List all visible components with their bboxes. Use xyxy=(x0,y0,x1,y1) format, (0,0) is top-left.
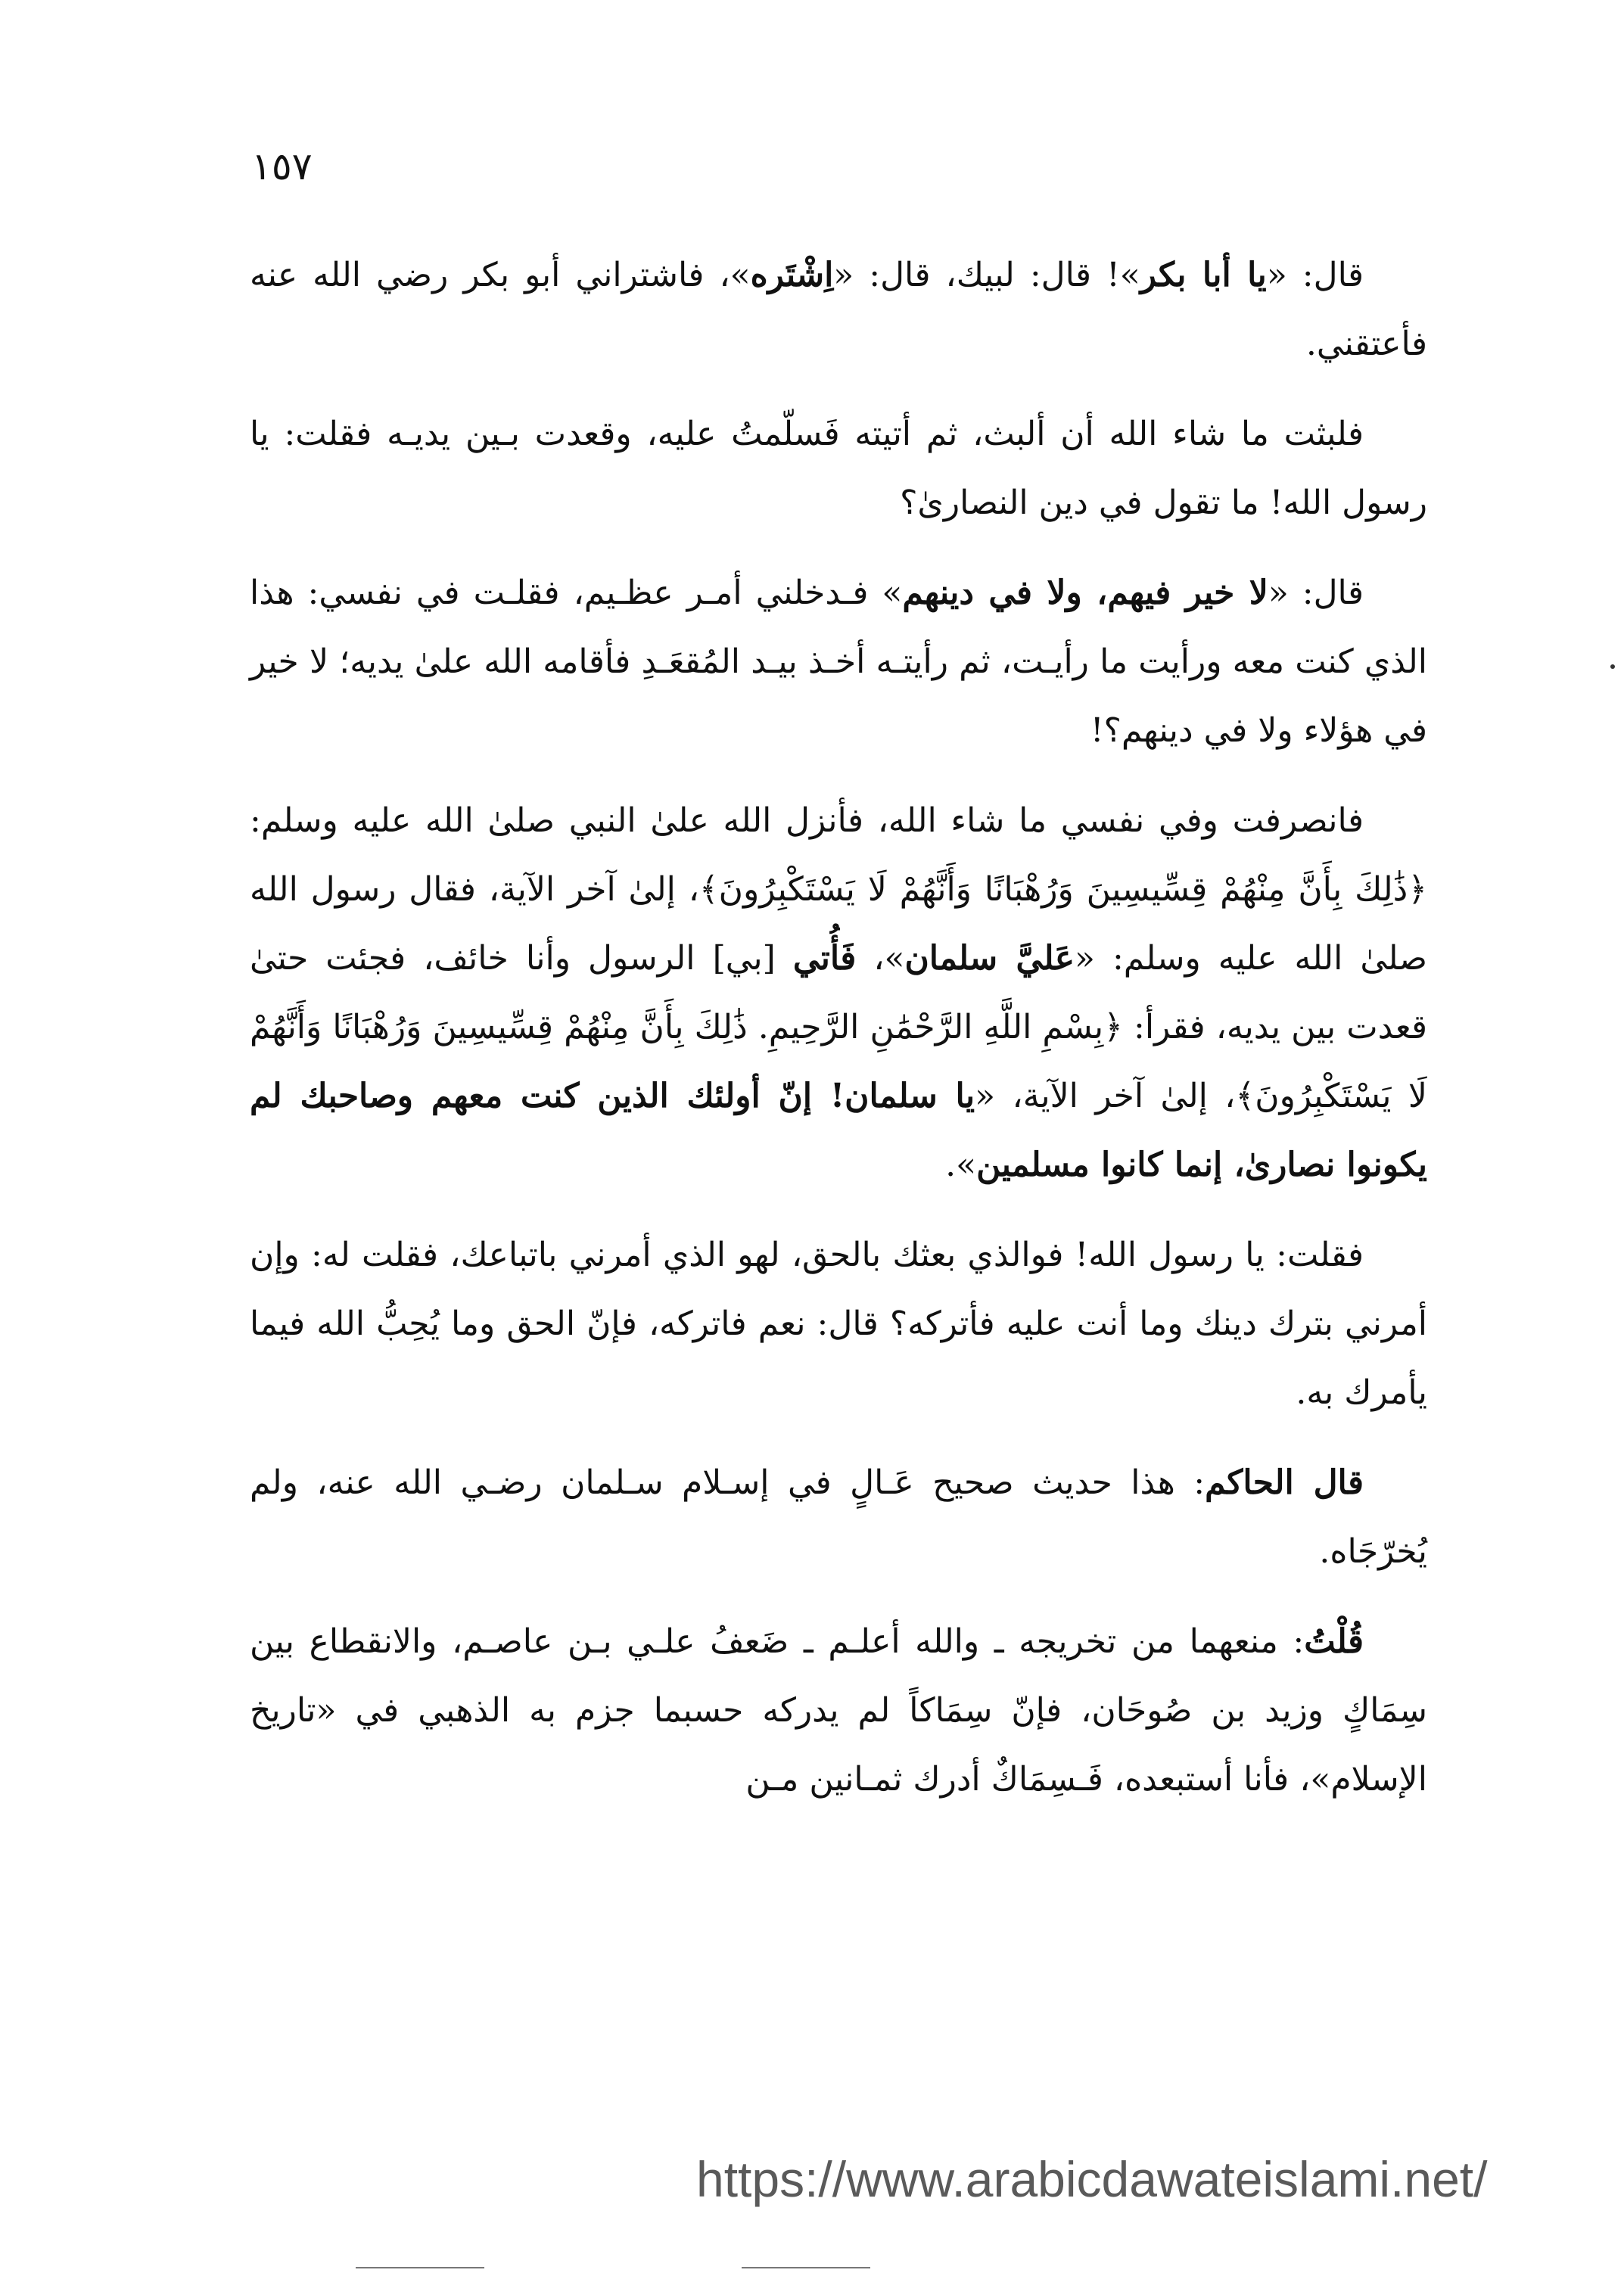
page-body xyxy=(250,241,1427,1835)
bold-text-segment: فَأُتي xyxy=(792,939,857,978)
bold-text-segment: يا سلمان! إنّ أولئك الذين كنت معهم وصاحبك لم يكونوا نصارىٰ، إنما كانوا مسلمين xyxy=(250,1077,1427,1184)
paragraph xyxy=(250,786,1427,1199)
bold-text-segment: اِشْتَره xyxy=(750,256,834,294)
text-segment: [بي] الرسول وأنا خائف، فجئت حتىٰ قعدت بين يديه، فقرأ: ﴿بِسْمِ اللَّهِ الرَّحْمَٰنِ الرَّحِيمِ. ذَٰلِكَ بِأَنَّ مِنْهُمْ قِسِّيسِينَ وَرُهْبَانًا وَأَنَّهُمْ لَا يَسْتَكْبِرُونَ﴾، إلىٰ آخر الآية، « xyxy=(250,939,1428,1115)
text-segment: »! قال: لبيك، قال: « xyxy=(833,256,1140,294)
bottom-rule-right xyxy=(742,2267,870,2268)
text-segment: : هذا حديث صحيح عَـالٍ في إسـلام سـلمان رضـي الله عنه، ولم يُخرّجَاه. xyxy=(250,1463,1427,1571)
paragraph xyxy=(250,400,1427,537)
bold-text-segment: لا خير فيهم، ولا في دينهم xyxy=(902,574,1268,612)
page-number: ١٥٧ xyxy=(251,145,313,188)
bottom-rule-left xyxy=(356,2267,484,2268)
scan-mark xyxy=(1610,664,1615,669)
bold-text-segment: يا أبا بكر xyxy=(1140,256,1267,294)
paragraph xyxy=(250,1220,1427,1427)
text-segment: » فـدخلني أمـر عظـيم، فقلـت في نفسي: هذا الذي كنت معه ورأيت ما رأيـت، ثم رأيتـه أخـذ بيـد المُقعَـدِ فأقامه الله علىٰ يديه؛ لا خير في هؤلاء ولا في دينهم؟! xyxy=(250,574,1427,750)
text-segment: فانصرفت وفي نفسي ما شاء الله، فأنزل الله علىٰ النبي صلىٰ الله عليه وسلم: ﴿ذَٰلِكَ بِأَنَّ مِنْهُمْ قِسِّيسِينَ وَرُهْبَانًا وَأَنَّهُمْ لَا يَسْتَكْبِرُونَ﴾، إلىٰ آخر الآية، فقال رسول الله صلىٰ الله عليه وسلم: « xyxy=(250,801,1428,978)
text-segment: فلبثت ما شاء الله أن ألبث، ثم أتيته فَسلّمتُ عليه، وقعدت بـين يديـه فقلت: يا رسول الله! ما تقول في دين النصارىٰ؟ xyxy=(250,415,1427,522)
text-segment: فقلت: يا رسول الله! فوالذي بعثك بالحق، لهو الذي أمرني باتباعك، فقلت له: وإن أمرني بترك دينك وما أنت عليه فأتركه؟ قال: نعم فاتركه، فإنّ الحق وما يُحِبُّ الله فيما يأمرك به. xyxy=(250,1236,1427,1412)
text-segment: قال: « xyxy=(1266,256,1364,294)
bold-text-segment: قال الحاكم xyxy=(1205,1463,1364,1502)
text-segment: »، فاشتراني أبو بكر رضي الله عنه فأعتقني. xyxy=(250,256,1427,363)
footer-url: https://www.arabicdawateislami.net/ xyxy=(696,2151,1488,2207)
paragraph xyxy=(250,1448,1427,1586)
paragraph xyxy=(250,1607,1427,1814)
text-segment: : منعهما من تخريجه ـ والله أعلـم ـ ضَعفُ علـي بـن عاصـم، والانقطاع بين سِمَاكٍ وزيد بن صُوحَان، فإنّ سِمَاكاً لم يدركه حسبما جزم به الذهبي في «تاريخ الإسلام»، فأنا أستبعده، فَـسِمَاكٌ أدرك ثمـانين مـن xyxy=(250,1622,1427,1799)
bold-text-segment: عَليَّ سلمان xyxy=(904,939,1075,978)
paragraph xyxy=(250,241,1427,378)
text-segment: ». xyxy=(945,1146,977,1184)
bold-text-segment: قُلْتُ xyxy=(1304,1622,1364,1661)
text-segment: قال: « xyxy=(1268,574,1364,612)
paragraph xyxy=(250,558,1427,765)
text-segment: »، xyxy=(856,939,905,978)
